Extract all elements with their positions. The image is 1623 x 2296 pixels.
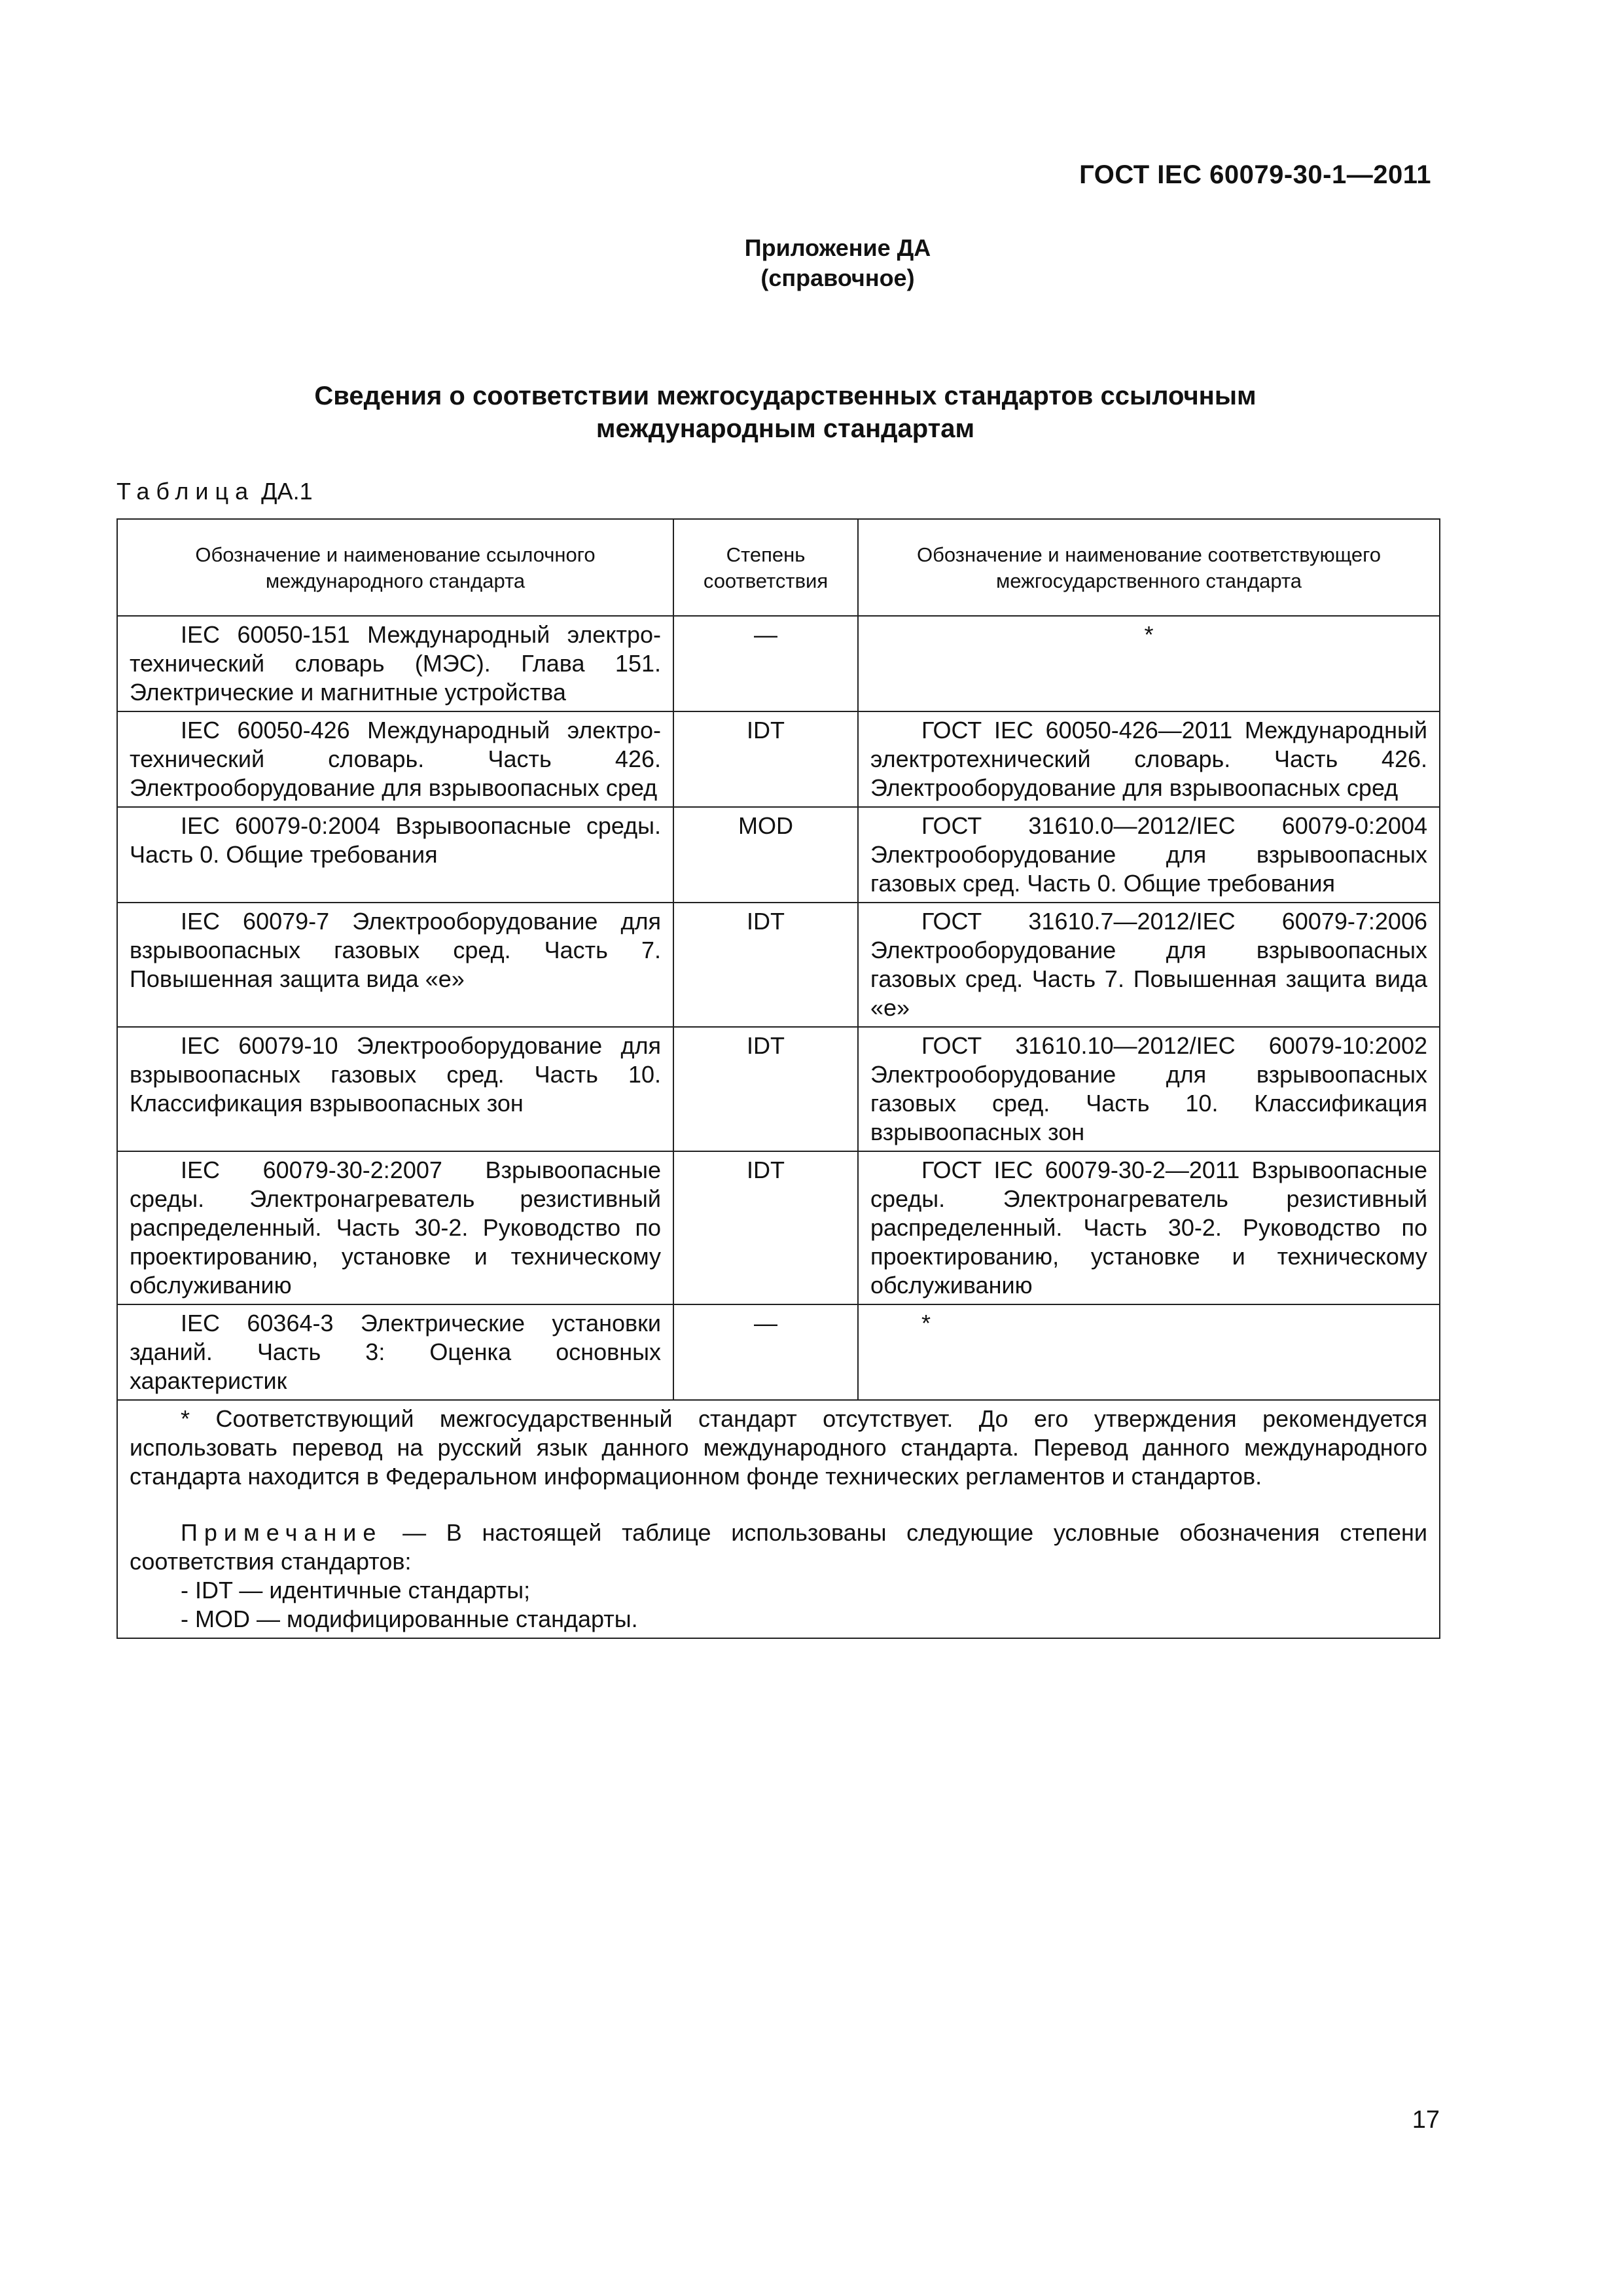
intl-standard-cell: IEC 60050-151 Международный электро-технический словарь (МЭС). Глава 151. Электрические и магнитные устройства — [117, 616, 673, 711]
document-code: ГОСТ IEC 60079-30-1—2011 — [1079, 160, 1431, 189]
header-degree: Степень соответствия — [673, 519, 858, 616]
degree-cell: MOD — [673, 807, 858, 903]
appendix-title: Приложение ДА — [744, 234, 931, 261]
intl-standard-cell: IEC 60079-7 Электрооборудование для взрывоопасных газовых сред. Часть 7. Повышенная защита вида «е» — [117, 903, 673, 1027]
national-standard-cell: ГОСТ 31610.0—2012/IEC 60079-0:2004 Электрооборудование для взрывоопасных газовых сред. Часть 0. Общие требования — [858, 807, 1440, 903]
degree-cell: IDT — [673, 1027, 858, 1151]
table-row — [117, 807, 1440, 903]
degree-cell: IDT — [673, 711, 858, 807]
footnote-text: * Соответствующий межгосударственный стандарт отсутствует. До его утверждения рекомендуется использовать перевод на русский язык данного международного стандарта. Перевод данного международного стандарта находится в Федеральном информационном фонде технических регламентов и стандартов. — [130, 1405, 1427, 1490]
table-row — [117, 616, 1440, 711]
table-caption — [116, 478, 313, 505]
national-standard-cell: ГОСТ IEC 60079-30-2—2011 Взрывоопасные среды. Электронагреватель резистивный распределенный. Часть 30-2. Руководство по проектированию, установке и техническому обслуживанию — [858, 1151, 1440, 1304]
intl-standard-cell: IEC 60364-3 Электрические установки зданий. Часть 3: Оценка основных характеристик — [117, 1304, 673, 1400]
table-caption-number: ДА.1 — [261, 478, 313, 505]
note-label: Примечание — [181, 1519, 383, 1546]
intl-standard-cell: IEC 60079-30-2:2007 Взрывоопасные среды. Электронагреватель резистивный распределенный. Часть 30-2. Руководство по проектированию, установке и техническому обслуживанию — [117, 1151, 673, 1304]
degree-cell: IDT — [673, 1151, 858, 1304]
national-standard-cell: * — [858, 1304, 1440, 1400]
intl-standard-cell: IEC 60050-426 Международный электро-технический словарь. Часть 426. Электрооборудование для взрывоопасных сред — [117, 711, 673, 807]
page-number: 17 — [1412, 2106, 1440, 2134]
table-header-row — [117, 519, 1440, 616]
intl-standard-cell: IEC 60079-10 Электрооборудование для взрывоопасных газовых сред. Часть 10. Классификация взрывоопасных зон — [117, 1027, 673, 1151]
national-standard-cell: * — [858, 616, 1440, 711]
note-text: — В настоящей таблице использованы следующие условные обозначения степени соответствия стандартов: — [130, 1519, 1427, 1575]
note-paragraph — [130, 1518, 1427, 1576]
table-footnote-row — [117, 1400, 1440, 1638]
header-intl-standard: Обозначение и наименование ссылочного международного стандарта — [117, 519, 673, 616]
table-row — [117, 903, 1440, 1027]
table-footnote-cell — [117, 1400, 1440, 1638]
degree-cell: IDT — [673, 903, 858, 1027]
title-line-2: международным стандартам — [596, 414, 975, 443]
national-standard-cell: ГОСТ 31610.7—2012/IEC 60079-7:2006 Электрооборудование для взрывоопасных газовых сред. Часть 7. Повышенная защита вида «е» — [858, 903, 1440, 1027]
table-row — [117, 1027, 1440, 1151]
note-item-mod: - MOD — модифицированные стандарты. — [181, 1605, 638, 1632]
correspondence-table — [116, 518, 1440, 1639]
header-national-standard: Обозначение и наименование соответствующего межгосударственного стандарта — [858, 519, 1440, 616]
table-row — [117, 711, 1440, 807]
note-item-idt: - IDT — идентичные стандарты; — [181, 1577, 531, 1604]
document-title — [131, 380, 1440, 445]
appendix-type: (справочное) — [760, 264, 915, 291]
intl-standard-cell: IEC 60079-0:2004 Взрывоопасные среды. Часть 0. Общие требования — [117, 807, 673, 903]
degree-cell: — — [673, 1304, 858, 1400]
degree-cell: — — [673, 616, 858, 711]
national-standard-cell: ГОСТ 31610.10—2012/IEC 60079-10:2002 Электрооборудование для взрывоопасных газовых сред. Часть 10. Классификация взрывоопасных зон — [858, 1027, 1440, 1151]
table-caption-label: Таблица — [116, 478, 255, 505]
table-row — [117, 1151, 1440, 1304]
title-line-1: Сведения о соответствии межгосударственных стандартов ссылочным — [314, 382, 1257, 410]
national-standard-cell: ГОСТ IEC 60050-426—2011 Международный электротехнический словарь. Часть 426. Электрооборудование для взрывоопасных сред — [858, 711, 1440, 807]
table-row — [117, 1304, 1440, 1400]
